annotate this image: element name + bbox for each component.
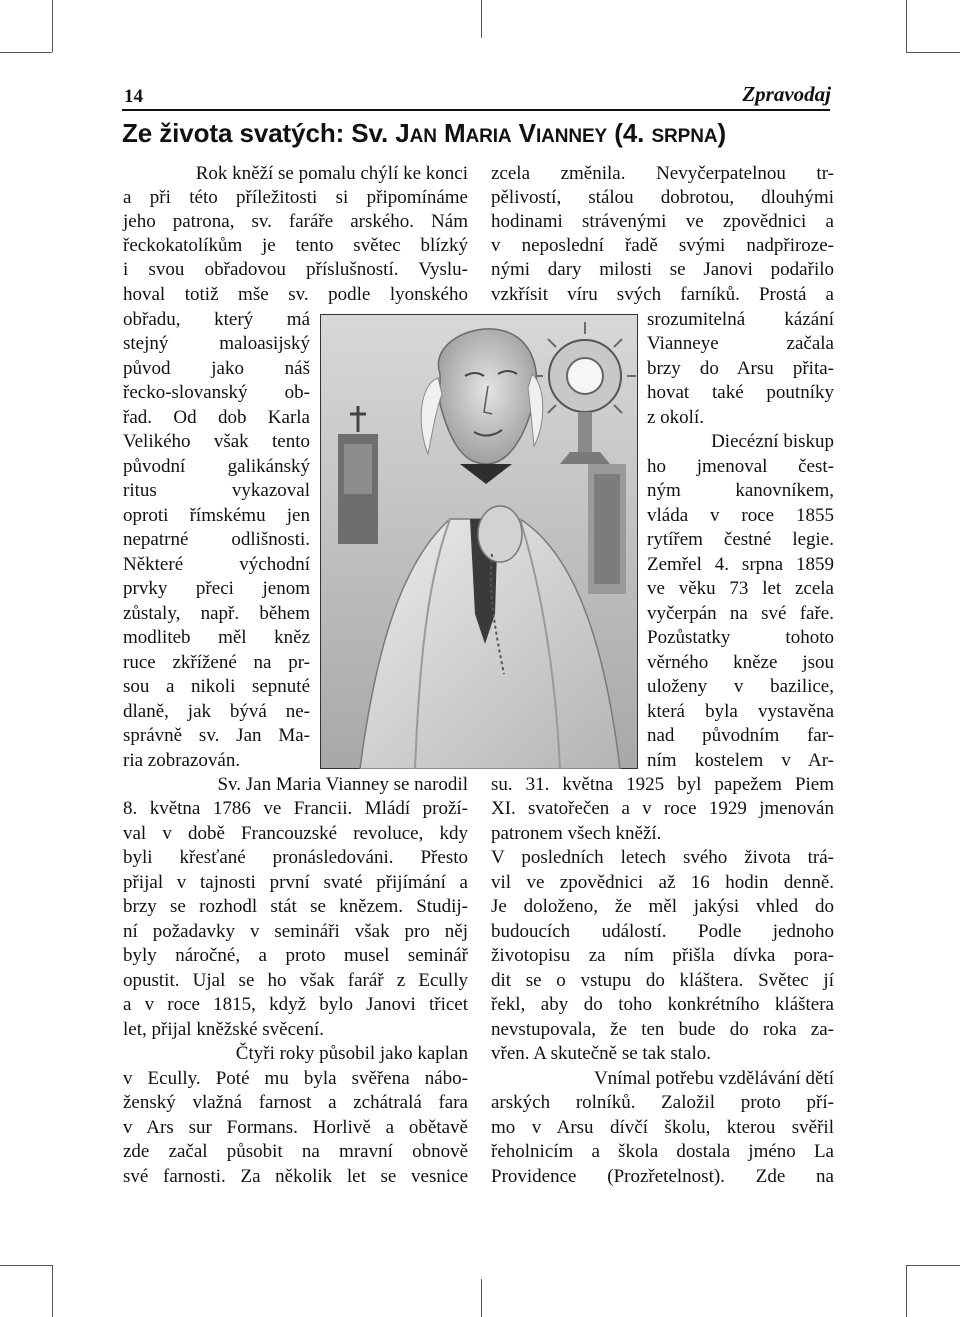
- text-line: ria zobrazován.: [123, 750, 241, 771]
- text-line: zde začal působit na mravní obnově: [123, 1141, 468, 1162]
- text-line: byly náročné, a proto musel seminář: [123, 945, 468, 966]
- text-line: ní požadavky v semináři však pro něj: [123, 921, 468, 942]
- text-line: budoucích událostí. Podle jednoho: [491, 921, 834, 942]
- text-line: životopisu za ním přišla dívka pora-: [491, 945, 834, 966]
- text-line: z okolí.: [647, 407, 704, 428]
- text-line: srozumitelná kázání: [647, 309, 834, 330]
- text-line: řeholnicím a škola dostala jméno La: [491, 1141, 834, 1162]
- text-line: správně sv. Jan Ma-: [123, 725, 310, 746]
- text-line: val v době Francouzské revoluce, kdy: [123, 823, 468, 844]
- text-line: své farnosti. Za několik let se vesnice: [123, 1166, 468, 1187]
- text-line: vyčerpán na své faře.: [647, 603, 834, 624]
- page-number: 14: [124, 86, 143, 107]
- text-line: Providence (Prozřetelnost). Zde na: [491, 1166, 834, 1187]
- text-line: vřen. A skutečně se tak stalo.: [491, 1043, 712, 1064]
- text-line: ve věku 73 let zcela: [647, 578, 834, 599]
- crop-mark: [52, 0, 53, 52]
- header-rule: [122, 109, 830, 111]
- text-line: dlaně, jak bývá ne-: [123, 701, 310, 722]
- text-line: Zemřel 4. srpna 1859: [647, 554, 834, 575]
- text-line: 8. května 1786 ve Francii. Mládí proží-: [123, 798, 468, 819]
- text-line: XI. svatořečen a v roce 1929 jmenován: [491, 798, 834, 819]
- text-line: nepatrné odlišnosti.: [123, 529, 310, 550]
- text-line: Velikého však tento: [123, 431, 310, 452]
- text-line: řad. Od dob Karla: [123, 407, 310, 428]
- text-line: Vianneye začala: [647, 333, 834, 354]
- text-line: v neposlední řadě svými nadpřiroze-: [491, 235, 834, 256]
- text-line: sou a nikoli sepnuté: [123, 676, 310, 697]
- text-line: jeho patrona, sv. faráře arského. Nám: [123, 211, 468, 232]
- text-line: mo v Arsu dívčí školu, kterou svěřil: [491, 1117, 834, 1138]
- saint-portrait-image: [320, 314, 638, 769]
- text-line: nevstupovala, že ten bude do roka za-: [491, 1019, 834, 1040]
- text-line: modliteb měl kněz: [123, 627, 310, 648]
- text-line: Pozůstatky tohoto: [647, 627, 834, 648]
- text-line: ženský vlažná farnost a zchátralá fara: [123, 1092, 468, 1113]
- text-line: hovat také poutníky: [647, 382, 834, 403]
- text-line: Čtyři roky působil jako kaplan: [235, 1043, 468, 1064]
- text-line: která byla vystavěna: [647, 701, 834, 722]
- text-line: a při této příležitosti si připomínáme: [123, 187, 468, 208]
- text-line: přijal v tajnosti první svaté přijímání a: [123, 872, 468, 893]
- text-line: vzkřísit víru svých farníků. Prostá a: [491, 284, 834, 305]
- text-line: Vnímal potřebu vzdělávání dětí: [593, 1068, 834, 1089]
- text-line: nad původním far-: [647, 725, 834, 746]
- text-line: zůstaly, např. během: [123, 603, 310, 624]
- text-line: opustit. Ujal se ho však farář z Ecully: [123, 970, 468, 991]
- crop-mark: [906, 52, 960, 53]
- text-line: i svou obřadovou příslušností. Vyslu-: [123, 259, 468, 280]
- text-line: hoval totiž mše sv. podle lyonského: [123, 284, 468, 305]
- text-line: oproti římskému jen: [123, 505, 310, 526]
- text-line: let, přijal kněžské svěcení.: [123, 1019, 325, 1040]
- text-line: vil ve zpovědnici až 16 hodin denně.: [491, 872, 834, 893]
- text-line: věrného kněze jsou: [647, 652, 834, 673]
- text-line: řekl, aby do toho konkrétního kláštera: [491, 994, 834, 1015]
- text-line: ním kostelem v Ar-: [647, 750, 834, 771]
- text-line: stejný maloasijský: [123, 333, 310, 354]
- text-line: ným kanovníkem,: [647, 480, 834, 501]
- text-line: rytířem čestné legie.: [647, 529, 834, 550]
- text-line: vláda v roce 1855: [647, 505, 834, 526]
- text-line: brzy se rozhodl stát se knězem. Studij-: [123, 896, 468, 917]
- text-line: Je doloženo, že měl jakýsi vhled do: [491, 896, 834, 917]
- text-line: ritus vykazoval: [123, 480, 310, 501]
- crop-mark: [0, 52, 52, 53]
- text-line: hodinami strávenými ve zpovědnici a: [491, 211, 834, 232]
- publication-name: Zpravodaj: [742, 82, 831, 106]
- text-line: prvky přeci jenom: [123, 578, 310, 599]
- crop-mark: [481, 0, 482, 38]
- crop-mark: [52, 1265, 53, 1317]
- crop-mark: [906, 1265, 907, 1317]
- text-line: V posledních letech svého života trá-: [491, 847, 834, 868]
- text-line: obřadu, který má: [123, 309, 310, 330]
- text-line: su. 31. května 1925 byl papežem Piem: [491, 774, 834, 795]
- text-line: Rok kněží se pomalu chýlí ke konci: [195, 163, 468, 184]
- text-line: a v roce 1815, když bylo Janovi třicet: [123, 994, 468, 1015]
- text-line: byli křesťané pronásledováni. Přesto: [123, 847, 468, 868]
- crop-mark: [0, 1265, 52, 1266]
- text-line: Diecézní biskup: [711, 431, 834, 452]
- text-line: v Ecully. Poté mu byla svěřena nábo-: [123, 1068, 468, 1089]
- crop-mark: [906, 1265, 960, 1266]
- text-line: původ jako náš: [123, 358, 310, 379]
- text-line: řeckokatolíkům je tento světec blízký: [123, 235, 468, 256]
- text-line: patronem všech kněží.: [491, 823, 662, 844]
- article-headline: Ze života svatých: Sv. JAN MARIA VIANNEY (4. SRPNA): [122, 118, 727, 148]
- crop-mark: [481, 1279, 482, 1317]
- crop-mark: [906, 0, 907, 52]
- text-line: v Ars sur Formans. Horlivě a obětavě: [123, 1117, 468, 1138]
- text-line: Některé východní: [123, 554, 310, 575]
- text-line: brzy do Arsu přita-: [647, 358, 834, 379]
- text-line: původní galikánský: [123, 456, 310, 477]
- text-line: řecko-slovanský ob-: [123, 382, 310, 403]
- text-line: ho jmenoval čest-: [647, 456, 834, 477]
- text-line: nými dary milosti se Janovi podařilo: [491, 259, 834, 280]
- text-line: Sv. Jan Maria Vianney se narodil: [217, 774, 468, 795]
- text-line: pělivostí, stálou dobrotou, dlouhými: [491, 187, 834, 208]
- text-line: uloženy v bazilice,: [647, 676, 834, 697]
- text-line: arských rolníků. Založil proto pří-: [491, 1092, 834, 1113]
- text-line: ruce zkřížené na pr-: [123, 652, 310, 673]
- text-line: dit se o vstupu do kláštera. Světec jí: [491, 970, 834, 991]
- text-line: zcela změnila. Nevyčerpatelnou tr-: [491, 163, 834, 184]
